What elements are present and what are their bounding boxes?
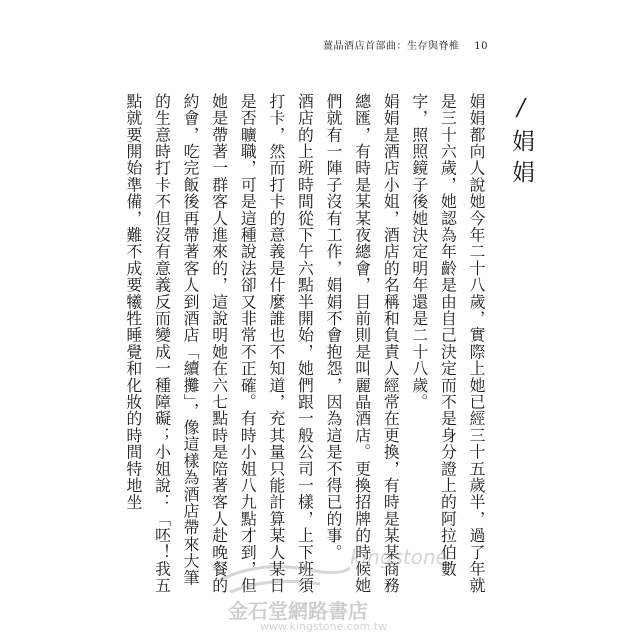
watermark-name: 金石堂網路書店 xyxy=(228,599,368,623)
chapter-number: / xyxy=(508,95,534,129)
running-head xyxy=(323,37,488,52)
watermark-brand: kingstone xyxy=(350,545,448,569)
watermark-url: www.kingstone.com.tw xyxy=(260,620,388,633)
paragraph: 酒店的上班時間從下午六點半開始，她們跟一般公司一樣，上下班須打卡，然而打卡的意義是什麼誰也不知道，充其量只能計算某人某日是否曠職，可是這種說法卻又非常不正確。有時小姐八九點才到，但她是帶著一群客人進來的，這說明她在六七點時是陪著客人赴晚餐的約會，吃完飯後再帶著客人到酒店「續攤」，像這樣為酒店帶來大筆的生意時打卡不但沒有意義反而變成一種障礙；小姐說：「呸！我五點就要開始準備，難不成要犧牲睡覺和化妝的時間特地坐 xyxy=(123,93,315,594)
running-head-title: 薑晶酒店首部曲：生存與脊椎 xyxy=(323,41,460,52)
body-text xyxy=(123,93,490,598)
paragraph: 娟娟是酒店小姐，酒店的名稱和負責人經常在更換，有時是某某商務總匯，有時是某某夜總會，目前則是叫麗晶酒店。更換招牌的時候她們就有一陣子沒有工作，娟娟不會抱怨，因為這是不得已的事。 xyxy=(324,93,401,594)
chapter-title: 娟娟 xyxy=(508,129,534,191)
chapter-heading xyxy=(505,95,538,191)
paragraph: 娟娟都向人說她今年二十八歲，實際上她已經三十五歲半，過了年就是三十六歲，她認為年齡是由自己決定而不是身分證上的阿拉伯數字，照照鏡子後她決定明年還是二十八歲。 xyxy=(409,93,486,594)
page-number: 10 xyxy=(474,41,488,52)
